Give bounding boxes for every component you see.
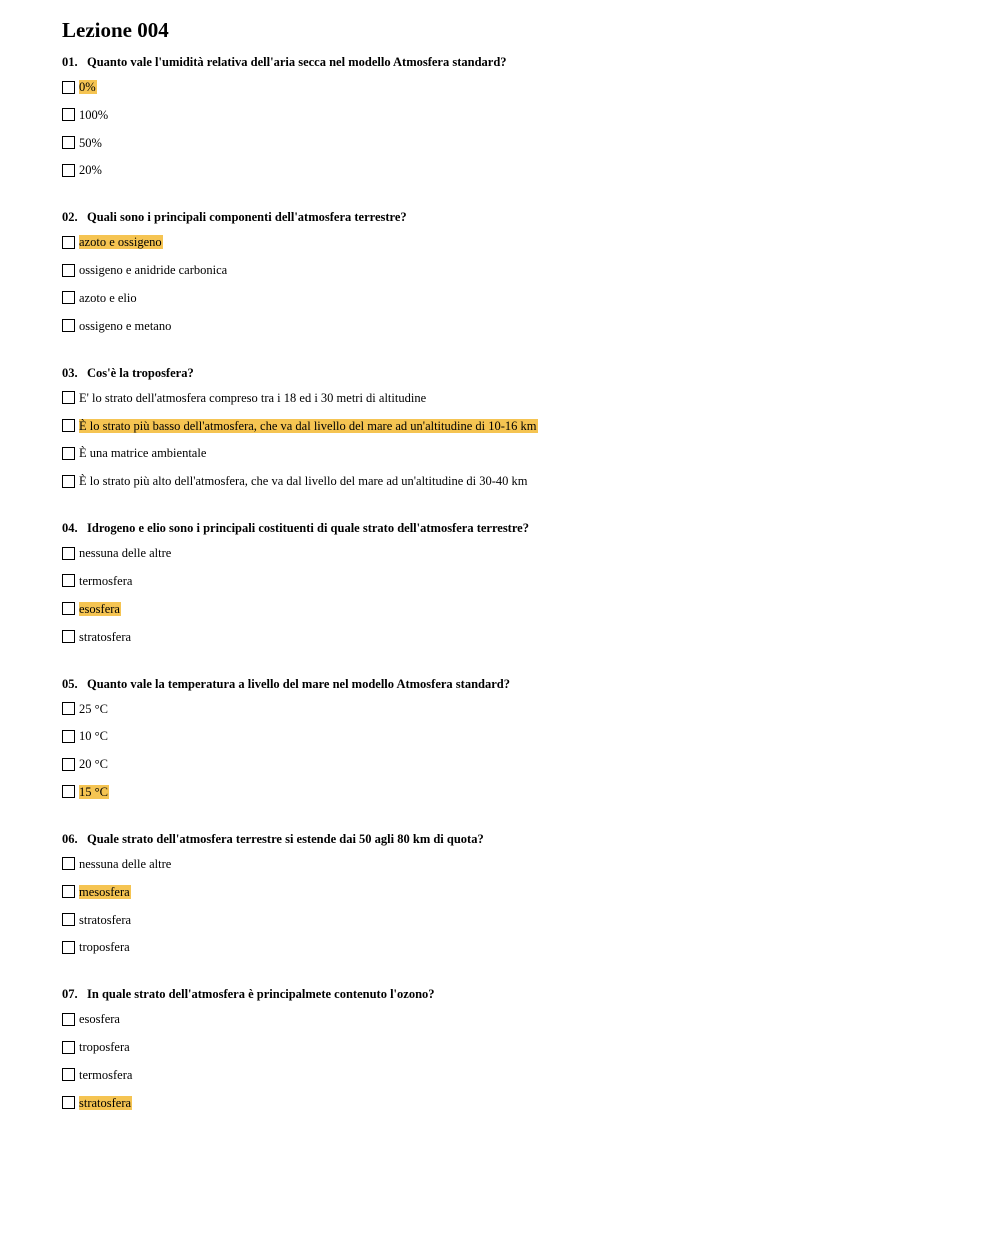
answer-checkbox[interactable] (62, 291, 75, 304)
answer-checkbox[interactable] (62, 574, 75, 587)
question-text (62, 676, 1000, 692)
answer-label: 100% (79, 107, 109, 122)
answer-option[interactable] (62, 883, 1000, 901)
answer-label: termosfera (79, 1067, 133, 1082)
answer-options (62, 1010, 1000, 1111)
question-number: 07. (62, 987, 78, 1002)
answer-checkbox[interactable] (62, 941, 75, 954)
question-label: Quale strato dell'atmosfera terrestre si estende dai 50 agli 80 km di quota? (87, 831, 484, 846)
question-label: Quanto vale la temperatura a livello del mare nel modello Atmosfera standard? (87, 676, 510, 691)
question-label: Quanto vale l'umidità relativa dell'aria secca nel modello Atmosfera standard? (87, 55, 507, 69)
answer-options (62, 389, 1000, 490)
question-4 (62, 520, 1000, 645)
question-3 (62, 365, 1000, 490)
answer-option[interactable] (62, 727, 1000, 745)
answer-checkbox[interactable] (62, 785, 75, 798)
answer-checkbox[interactable] (62, 1068, 75, 1081)
answer-label: ossigeno e anidride carbonica (79, 263, 228, 278)
question-label: Idrogeno e elio sono i principali costituenti di quale strato dell'atmosfera terrestre? (87, 521, 529, 536)
answer-checkbox[interactable] (62, 475, 75, 488)
page-title: Lezione 004 (62, 18, 169, 42)
question-number: 02. (62, 210, 78, 225)
answer-checkbox[interactable] (62, 108, 75, 121)
answer-option[interactable] (62, 911, 1000, 929)
answer-option[interactable] (62, 444, 1000, 462)
answer-label: stratosfera (79, 629, 132, 644)
question-7 (62, 986, 1000, 1111)
question-6 (62, 831, 1000, 956)
answer-options (62, 78, 1000, 179)
answer-label: troposfera (79, 1040, 130, 1055)
answer-label: stratosfera (79, 912, 132, 927)
answer-checkbox[interactable] (62, 164, 75, 177)
answer-checkbox[interactable] (62, 1013, 75, 1026)
question-2 (62, 209, 1000, 334)
answer-options (62, 855, 1000, 956)
question-1 (62, 54, 1000, 179)
question-text (62, 209, 1000, 225)
answer-option[interactable] (62, 855, 1000, 873)
answer-checkbox[interactable] (62, 419, 75, 432)
question-text (62, 986, 1000, 1002)
answer-label: nessuna delle altre (79, 856, 172, 871)
answer-checkbox[interactable] (62, 857, 75, 870)
answer-label-highlighted: azoto e ossigeno (79, 235, 162, 250)
question-label: In quale strato dell'atmosfera è principalmete contenuto l'ozono? (87, 987, 435, 1002)
answer-label: 25 °C (79, 701, 108, 716)
answer-label-highlighted: È lo strato più basso dell'atmosfera, che va dal livello del mare ad un'altitudine di 10-16 km (79, 418, 537, 433)
answer-option[interactable] (62, 1066, 1000, 1084)
answer-option[interactable] (62, 1094, 1000, 1112)
answer-options (62, 544, 1000, 645)
answer-checkbox[interactable] (62, 602, 75, 615)
answer-option[interactable] (62, 289, 1000, 307)
answer-option[interactable] (62, 700, 1000, 718)
question-text (62, 520, 1000, 536)
answer-option[interactable] (62, 544, 1000, 562)
answer-label: 10 °C (79, 729, 108, 744)
answer-checkbox[interactable] (62, 81, 75, 94)
answer-option[interactable] (62, 600, 1000, 618)
answer-label: ossigeno e metano (79, 318, 172, 333)
answer-option[interactable] (62, 1038, 1000, 1056)
answer-checkbox[interactable] (62, 319, 75, 332)
answer-checkbox[interactable] (62, 1041, 75, 1054)
answer-label-highlighted: mesosfera (79, 884, 130, 899)
question-number: 05. (62, 676, 78, 691)
answer-checkbox[interactable] (62, 391, 75, 404)
answer-checkbox[interactable] (62, 758, 75, 771)
answer-checkbox[interactable] (62, 1096, 75, 1109)
answer-checkbox[interactable] (62, 136, 75, 149)
answer-option[interactable] (62, 938, 1000, 956)
answer-checkbox[interactable] (62, 885, 75, 898)
question-list (62, 54, 1000, 1112)
answer-options (62, 233, 1000, 334)
question-5 (62, 676, 1000, 801)
answer-label: nessuna delle altre (79, 546, 172, 561)
answer-label: termosfera (79, 573, 133, 588)
answer-checkbox[interactable] (62, 630, 75, 643)
answer-label: È una matrice ambientale (79, 446, 207, 461)
answer-option[interactable] (62, 755, 1000, 773)
answer-label: troposfera (79, 940, 130, 955)
answer-option[interactable] (62, 106, 1000, 124)
answer-option[interactable] (62, 78, 1000, 96)
answer-label: azoto e elio (79, 290, 137, 305)
answer-label-highlighted: stratosfera (79, 1095, 132, 1110)
answer-options (62, 700, 1000, 801)
answer-option[interactable] (62, 261, 1000, 279)
answer-label-highlighted: 0% (79, 80, 96, 94)
answer-label-highlighted: 15 °C (79, 784, 108, 799)
question-text (62, 365, 1000, 381)
answer-checkbox[interactable] (62, 730, 75, 743)
answer-label: 20% (79, 163, 102, 178)
answer-checkbox[interactable] (62, 236, 75, 249)
answer-option[interactable] (62, 472, 1000, 490)
answer-option[interactable] (62, 417, 1000, 435)
answer-checkbox[interactable] (62, 547, 75, 560)
answer-label: esosfera (79, 1012, 120, 1027)
answer-option[interactable] (62, 161, 1000, 179)
answer-label: 20 °C (79, 757, 108, 772)
answer-label: E' lo strato dell'atmosfera compreso tra i 18 ed i 30 metri di altitudine (79, 390, 427, 405)
answer-checkbox[interactable] (62, 913, 75, 926)
question-number: 04. (62, 521, 78, 536)
answer-checkbox[interactable] (62, 702, 75, 715)
question-text (62, 54, 1000, 70)
answer-option[interactable] (62, 783, 1000, 801)
answer-option[interactable] (62, 1010, 1000, 1028)
answer-option[interactable] (62, 317, 1000, 335)
answer-label: 50% (79, 135, 102, 150)
answer-label: È lo strato più alto dell'atmosfera, che va dal livello del mare ad un'altitudine di 30-40 km (79, 474, 528, 489)
question-label: Cos'è la troposfera? (87, 365, 194, 380)
answer-checkbox[interactable] (62, 447, 75, 460)
answer-checkbox[interactable] (62, 264, 75, 277)
question-number: 01. (62, 55, 78, 69)
answer-option[interactable] (62, 572, 1000, 590)
question-number: 03. (62, 365, 78, 380)
answer-label-highlighted: esosfera (79, 601, 120, 616)
answer-option[interactable] (62, 233, 1000, 251)
answer-option[interactable] (62, 389, 1000, 407)
answer-option[interactable] (62, 134, 1000, 152)
question-text (62, 831, 1000, 847)
question-label: Quali sono i principali componenti dell'atmosfera terrestre? (87, 210, 407, 225)
answer-option[interactable] (62, 628, 1000, 646)
question-number: 06. (62, 831, 78, 846)
